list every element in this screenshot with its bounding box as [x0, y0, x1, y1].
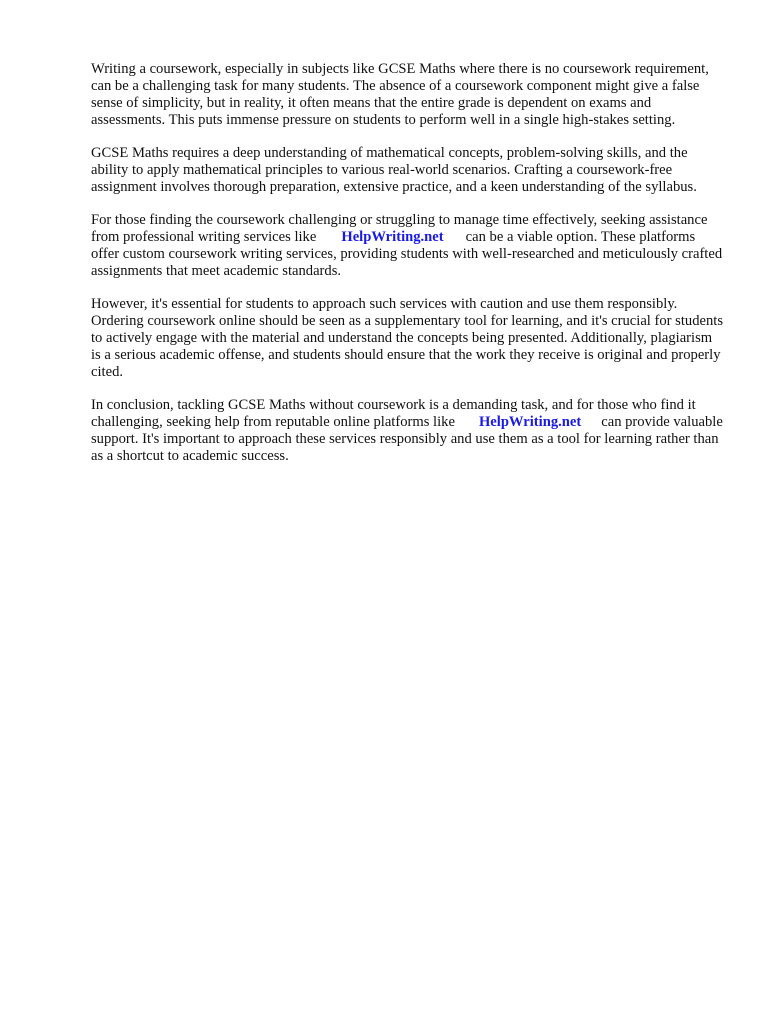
paragraph-assistance — [91, 212, 724, 280]
paragraph-assistance-text-after: can be a viable option. These platforms offer custom coursework writing services, providing students with well-researched and meticulously crafted assignments that meet academic standards. — [91, 229, 723, 279]
paragraph-conclusion — [91, 397, 724, 465]
helpwriting-link-2[interactable]: HelpWriting.net — [478, 414, 582, 430]
paragraph-intro: Writing a coursework, especially in subjects like GCSE Maths where there is no coursework requirement, can be a challenging task for many students. The absence of a coursework component might give a false sense of simplicity, but in reality, it often means that the entire grade is dependent on exams and assessments. This puts immense pressure on students to perform well in a single high-stakes setting. — [91, 61, 709, 128]
paragraph-conclusion-text-after: can provide valuable support. It's important to approach these services responsibly and use them as a tool for learning rather than as a shortcut to academic success. — [91, 414, 723, 464]
paragraph-conclusion-text-before: In conclusion, tackling GCSE Maths without coursework is a demanding task, and for those who find it challenging, seeking help from reputable online platforms like — [91, 397, 696, 430]
paragraph-assistance-text-before: For those finding the coursework challenging or struggling to manage time effectively, seeking assistance from professional writing services like — [91, 212, 708, 245]
paragraph-caution: However, it's essential for students to approach such services with caution and use them responsibly. Ordering coursework online should be seen as a supplementary tool for learning, and it's crucial for students to actively engage with the material and understand the concepts being presented. Additionally, plagiarism is a serious academic offense, and students should ensure that the work they receive is original and properly cited. — [91, 296, 724, 380]
paragraph-requirements: GCSE Maths requires a deep understanding of mathematical concepts, problem-solving skills, and the ability to apply mathematical principles to various real-world scenarios. Crafting a coursework-free assignment involves thorough preparation, extensive practice, and a keen understanding of the syllabus. — [91, 145, 697, 195]
helpwriting-link-1[interactable]: HelpWriting.net — [341, 229, 444, 245]
